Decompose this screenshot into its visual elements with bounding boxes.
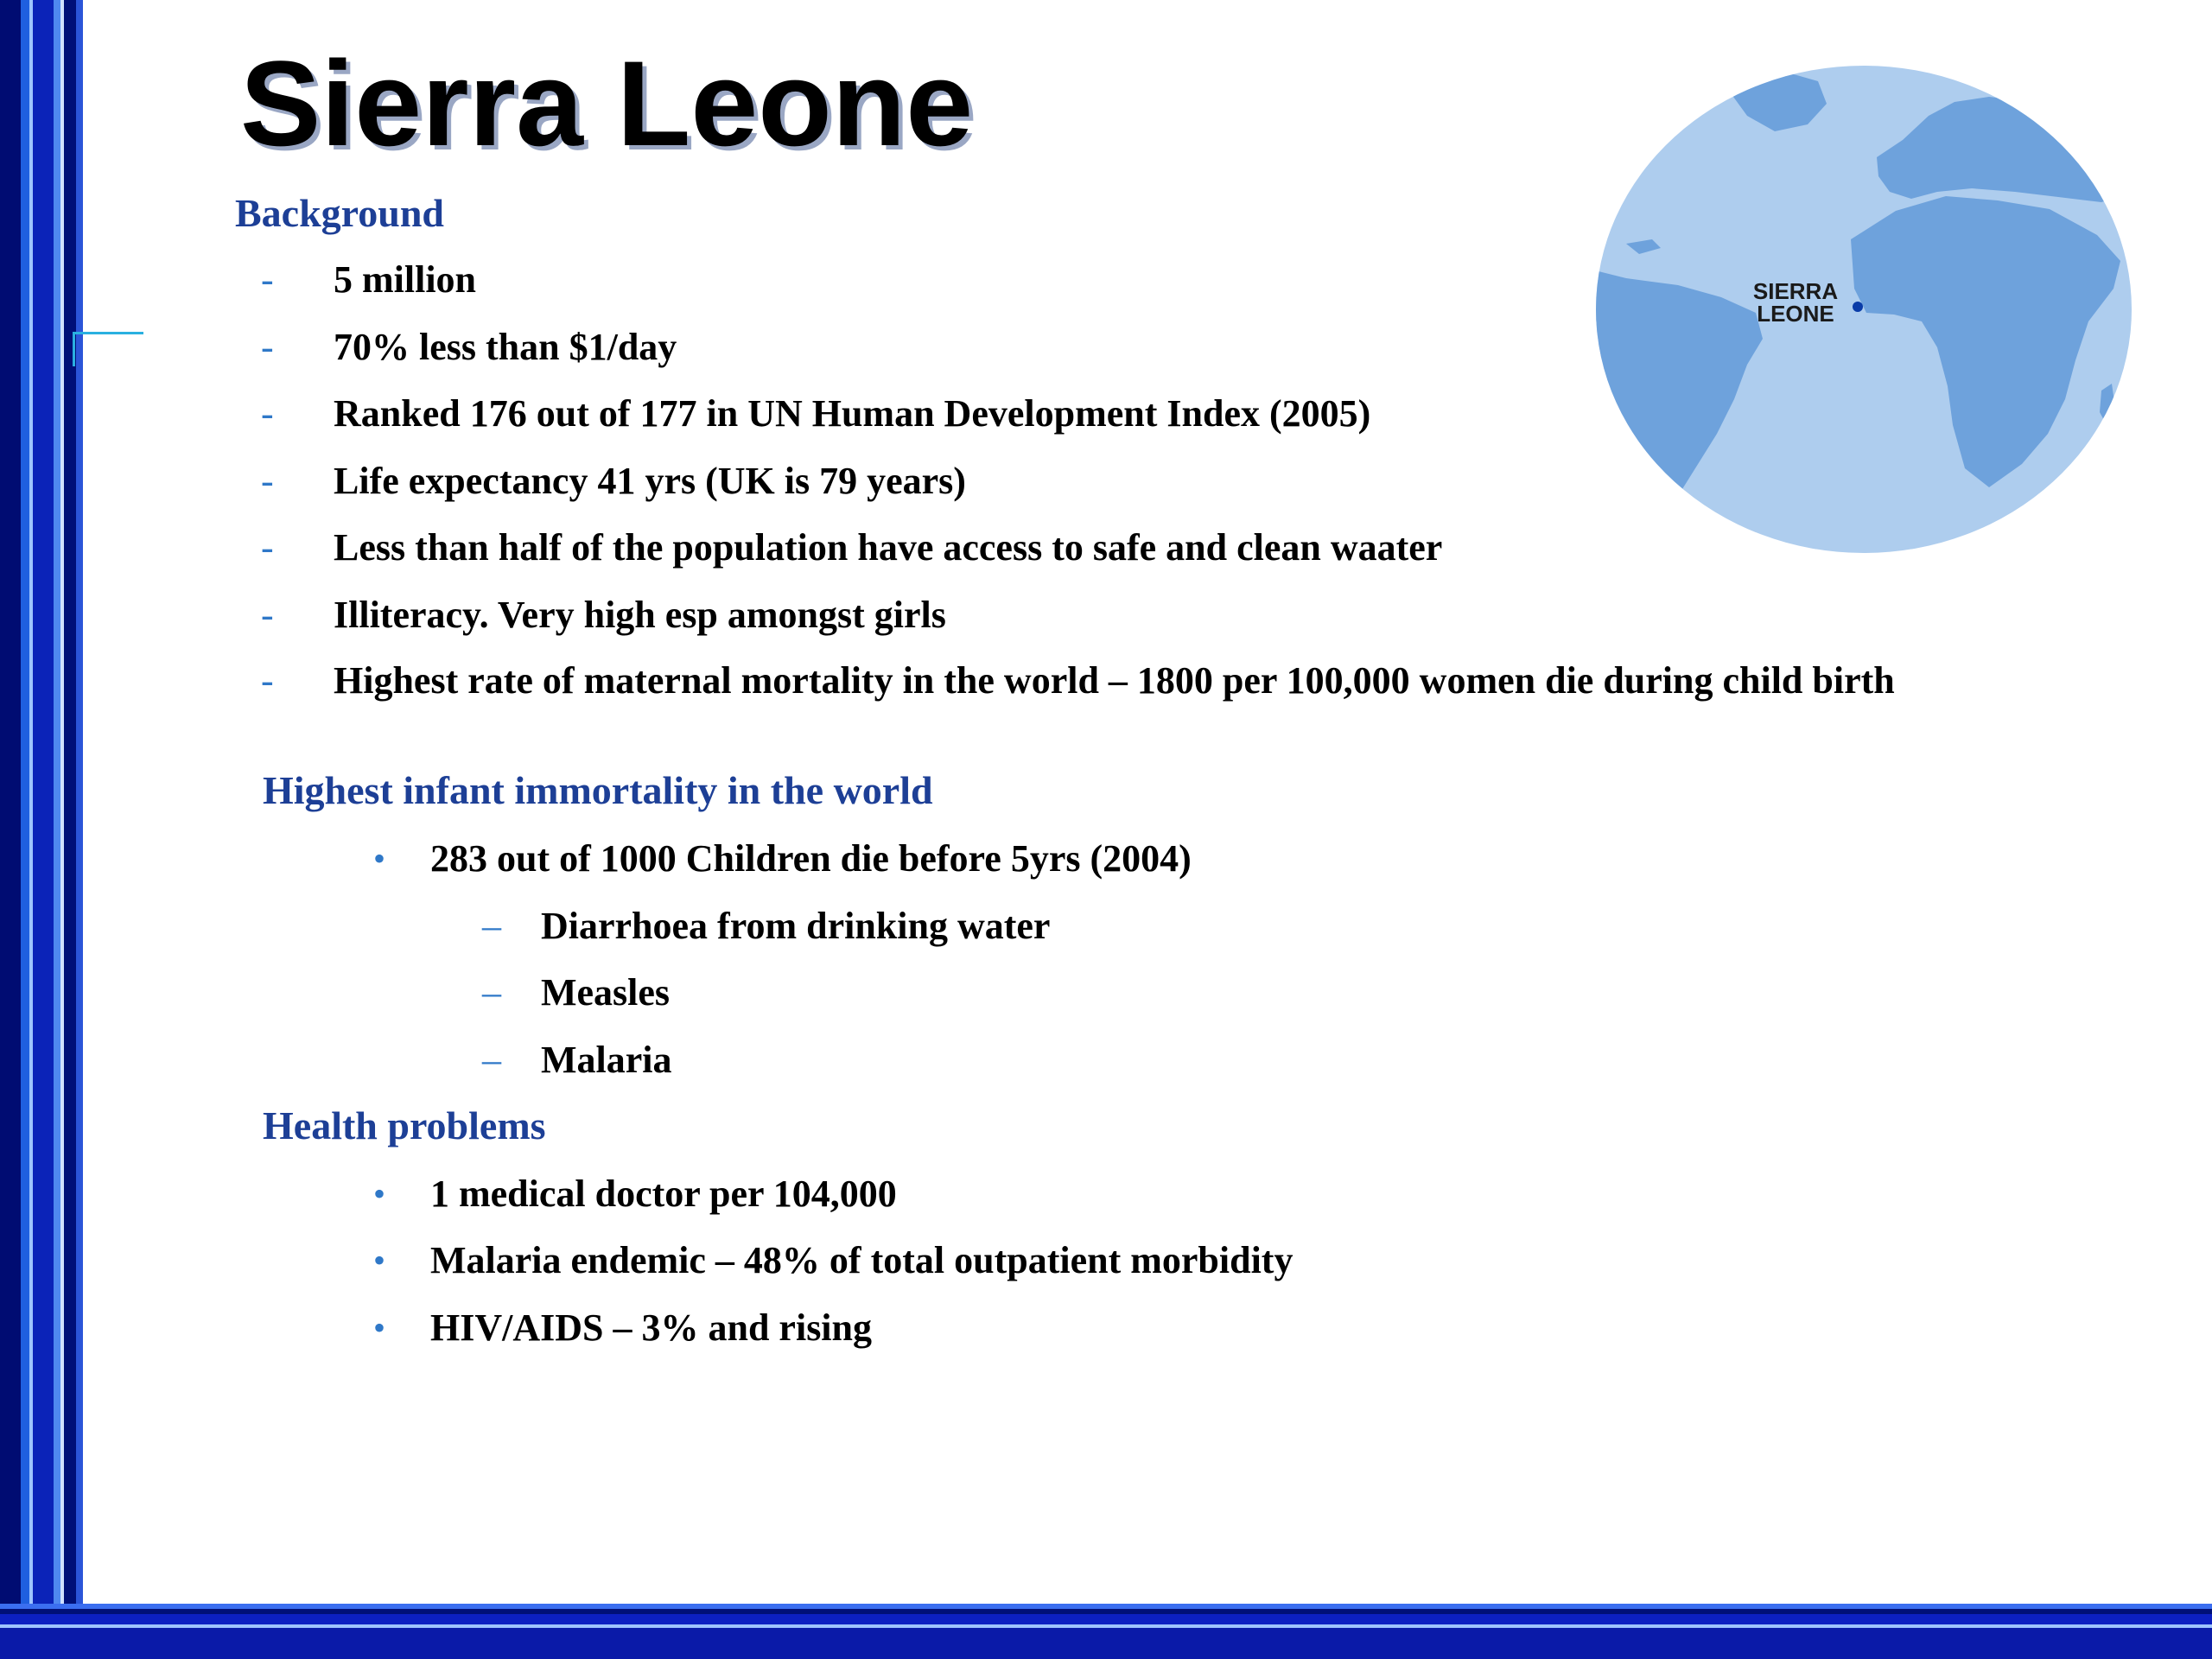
endash-marker: – — [482, 905, 501, 947]
left-stripe — [33, 0, 54, 1659]
list-item-text: Life expectancy 41 yrs (UK is 79 years) — [334, 460, 966, 502]
list-item-text: HIV/AIDS – 3% and rising — [430, 1306, 873, 1349]
list-item — [482, 1039, 672, 1081]
list-item-text: 70% less than $1/day — [334, 326, 677, 368]
left-stripe — [64, 0, 76, 1659]
list-item — [373, 1240, 1293, 1281]
decorative-tick — [73, 332, 75, 366]
list-item-text: Measles — [541, 971, 671, 1014]
globe-map — [1592, 62, 2136, 556]
list-item-text: Illiteracy. Very high esp amongst girls — [334, 594, 946, 636]
bottom-stripe — [0, 1628, 2212, 1659]
endash-marker: – — [482, 1039, 501, 1081]
bullet-marker: • — [373, 1308, 386, 1347]
list-item-text: Malaria — [541, 1039, 672, 1081]
section-heading-health: Health problems — [263, 1103, 546, 1147]
list-item-text: Ranked 176 out of 177 in UN Human Development Index (2005) — [334, 392, 1371, 435]
sierra-leone-dot — [1853, 302, 1863, 312]
slide-title: Sierra Leone — [240, 35, 974, 171]
list-item — [373, 1173, 897, 1215]
dash-marker: - — [261, 526, 274, 569]
left-stripe — [0, 0, 21, 1659]
list-item — [373, 838, 1192, 880]
list-item — [261, 594, 2096, 636]
section-heading-infant: Highest infant immortality in the world — [263, 768, 933, 812]
list-item-text: 283 out of 1000 Children die before 5yrs (2004) — [430, 837, 1192, 880]
dash-marker: - — [261, 392, 274, 435]
section-heading-background: Background — [235, 191, 445, 235]
list-item-text: Highest rate of maternal mortality in the world – 1800 per 100,000 women die during child birth — [334, 659, 1895, 702]
list-item-text: 5 million — [334, 258, 477, 301]
left-stripe — [21, 0, 29, 1659]
list-item — [373, 1307, 872, 1349]
dash-marker: - — [261, 460, 274, 502]
endash-marker: – — [482, 971, 501, 1014]
bullet-marker: • — [373, 1241, 386, 1280]
list-item-text: Less than half of the population have access to safe and clean waater — [334, 526, 1443, 569]
left-stripe — [76, 0, 83, 1659]
dash-marker: - — [261, 326, 274, 368]
list-item-text: Diarrhoea from drinking water — [541, 905, 1051, 947]
list-item-text: 1 medical doctor per 104,000 — [430, 1173, 897, 1215]
list-item — [261, 661, 2096, 701]
decorative-tick — [73, 332, 143, 334]
dash-marker: - — [261, 659, 274, 702]
list-item-text: Malaria endemic – 48% of total outpatient morbidity — [430, 1239, 1294, 1281]
bullet-marker: • — [373, 839, 386, 878]
dash-marker: - — [261, 594, 274, 636]
list-item — [482, 906, 1050, 947]
bottom-stripe — [0, 1614, 2212, 1624]
dash-marker: - — [261, 258, 274, 301]
map-label: SIERRA — [1752, 278, 1839, 304]
map-label: LEONE — [1757, 301, 1834, 327]
list-item — [482, 972, 670, 1014]
left-stripe — [54, 0, 60, 1659]
bullet-marker: • — [373, 1174, 386, 1213]
